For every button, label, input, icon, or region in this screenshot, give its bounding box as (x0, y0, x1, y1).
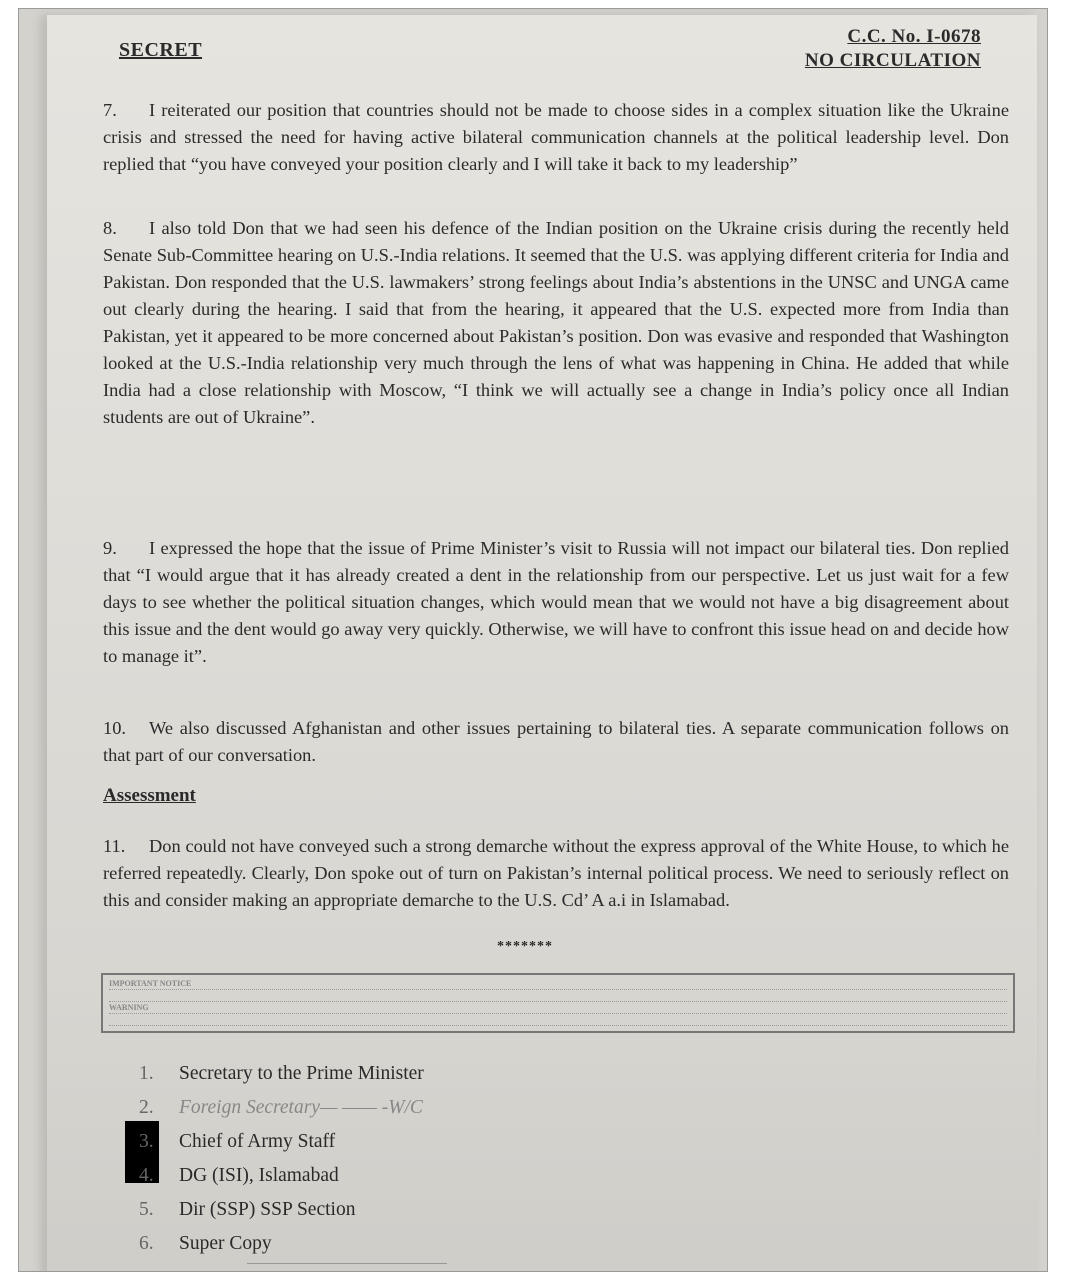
reference-number: C.C. No. I-0678 (847, 26, 981, 47)
notice-line (109, 1014, 1007, 1026)
item-label: Foreign Secretary— —— -W/C (179, 1097, 423, 1118)
notice-box (101, 973, 1015, 1033)
list-item (139, 1057, 424, 1091)
notice-line (109, 978, 1007, 990)
list-item (139, 1227, 424, 1261)
paragraph-text: Don could not have conveyed such a strong demarche without the express approval of the White House, to which he referred repeatedly. Clearly, Don spoke out of turn on Pakistan’s internal political process. We need to seriously reflect on this and consider making an appropriate demarche to the U.S. Cd’ A a.i in Islamabad. (103, 836, 1009, 910)
item-number: 1. (139, 1063, 154, 1084)
signature-line (247, 1263, 447, 1272)
paragraph-7 (103, 97, 1009, 178)
paragraph-number: 8. (103, 218, 117, 238)
document-page (47, 15, 1037, 1272)
assessment-heading: Assessment (103, 785, 196, 806)
circulation-label: NO CIRCULATION (804, 50, 981, 71)
classification-label: SECRET (119, 39, 203, 61)
warning-label: WARNING (109, 1003, 149, 1012)
list-item (139, 1091, 424, 1125)
paragraph-number: 11. (103, 836, 126, 856)
section-separator: ******* (497, 939, 553, 954)
notice-line (109, 1002, 1007, 1014)
item-number: 5. (139, 1199, 154, 1220)
reference-block (805, 25, 981, 73)
paragraph-number: 7. (103, 100, 117, 120)
paragraph-text: I also told Don that we had seen his defence of the Indian position on the Ukraine crisis during the recently held Senate Sub-Committee hearing on U.S.-India relations. It seemed that the U.S. was applying different criteria for India and Pakistan. Don responded that the U.S. lawmakers’ strong feelings about India’s abstentions in the UNSC and UNGA came out clearly during the hearing. I said that from the hearing, it appeared that the U.S. expected more from India than Pakistan, yet it appeared to be more concerned about Pakistan’s position. Don was evasive and responded that Washington looked at the U.S.-India relationship very much through the lens of what was happening in China. He added that while India had a close relationship with Moscow, “I think we will actually see a change in India’s policy once all Indian students are out of Ukraine”. (103, 218, 1009, 427)
list-item (139, 1193, 424, 1227)
item-label: Dir (SSP) SSP Section (179, 1199, 356, 1220)
notice-label: IMPORTANT NOTICE (109, 979, 192, 988)
paragraph-8 (103, 215, 1009, 431)
item-number: 4. (139, 1165, 154, 1186)
paragraph-number: 9. (103, 538, 117, 558)
paragraph-10 (103, 715, 1009, 769)
paragraph-11 (103, 833, 1009, 914)
item-number: 3. (139, 1131, 154, 1152)
photo-frame (18, 8, 1048, 1272)
distribution-list (139, 1057, 424, 1261)
paragraph-text: I expressed the hope that the issue of Prime Minister’s visit to Russia will not impact our bilateral ties. Don replied that “I would argue that it has already created a dent in the relationship from our perspective. Let us just wait for a few days to see whether the political situation changes, which would mean that we would not have a big disagreement about this issue and the dent would go away very quickly. Otherwise, we will have to confront this issue head on and decide how to manage it”. (103, 538, 1009, 666)
list-item (139, 1159, 424, 1193)
paragraph-9 (103, 535, 1009, 670)
item-number: 2. (139, 1097, 154, 1118)
item-label: DG (ISI), Islamabad (179, 1165, 339, 1186)
notice-line (109, 990, 1007, 1002)
paragraph-number: 10. (103, 718, 126, 738)
paragraph-text: I reiterated our position that countries should not be made to choose sides in a complex situation like the Ukraine crisis and stressed the need for having active bilateral communication channels at the political leadership level. Don replied that “you have conveyed your position clearly and I will take it back to my leadership” (103, 100, 1009, 174)
item-label: Secretary to the Prime Minister (179, 1063, 424, 1084)
item-number: 6. (139, 1233, 154, 1254)
item-label: Super Copy (179, 1233, 272, 1254)
paragraph-text: We also discussed Afghanistan and other issues pertaining to bilateral ties. A separate communication follows on that part of our conversation. (103, 718, 1009, 765)
item-label: Chief of Army Staff (179, 1131, 336, 1152)
list-item (139, 1125, 424, 1159)
